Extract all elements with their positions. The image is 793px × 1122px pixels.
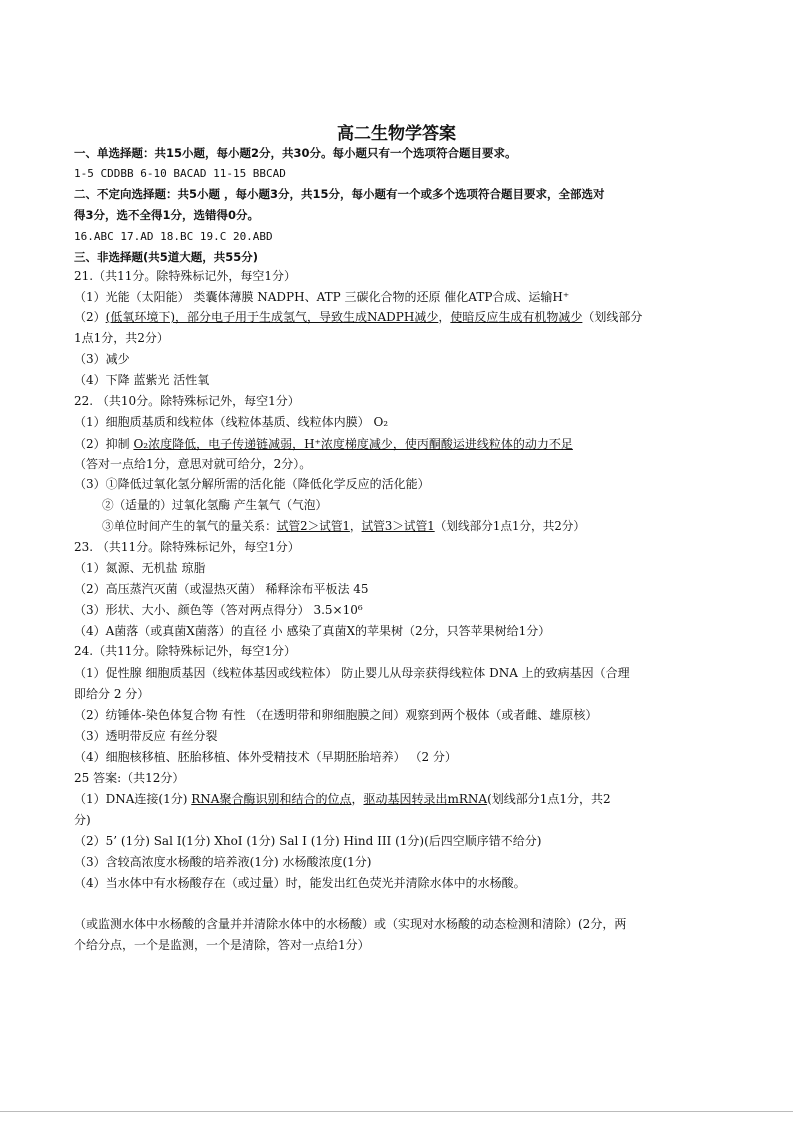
q22-part3-3	[102, 518, 733, 534]
section1-answers: 1-5 CDDBB 6-10 BACAD 11-15 BBCAD	[74, 167, 286, 180]
q22-part2	[74, 436, 724, 452]
q22-part3-3-sep: ，	[349, 519, 362, 533]
section3-heading: 三、非选择题(共5道大题，共55分)	[74, 250, 259, 264]
q21-part3: （3）减少	[74, 352, 130, 366]
section1-heading: 一、单选择题：共15小题，每小题2分，共30分。每小题只有一个选项符合题目要求。	[74, 146, 517, 160]
q21-part2-cont: 1点1分，共2分）	[74, 331, 169, 345]
q25-header: 25 答案:（共12分）	[74, 771, 185, 785]
q23-part2: （2）高压蒸汽灭菌（或湿热灭菌） 稀释涂布平板法 45	[74, 582, 369, 596]
q21-part2-sep: ，	[438, 310, 451, 324]
q21-part2-underlined-2: 使暗反应生成有机物减少	[450, 310, 583, 324]
q22-part2-prefix: （2）抑制	[74, 437, 134, 451]
q24-part1-cont: 即给分 2 分）	[74, 687, 150, 701]
q25-part1-prefix: （1）DNA连接(1分)	[74, 792, 192, 806]
q21-part2-note: （划线部分	[582, 310, 643, 324]
q24-header: 24.（共11分。除特殊标记外，每空1分）	[74, 644, 296, 658]
q25-part1-underlined-2: 驱动基因转录出mRNA	[363, 792, 488, 806]
q25-part3: （3）含较高浓度水杨酸的培养液(1分) 水杨酸浓度(1分)	[74, 855, 372, 869]
q21-part1: （1）光能（太阳能） 类囊体薄膜 NADPH、ATP 三碳化合物的还原 催化ATP合成、运输H⁺	[74, 290, 570, 304]
q21-part2	[74, 309, 724, 325]
q22-header: 22. （共10分。除特殊标记外，每空1分）	[74, 394, 300, 408]
q25-part2: （2）5’ (1分) Sal I(1分) XhoI (1分) Sal I (1分) Hind III (1分)(后四空顺序错不给分)	[74, 834, 542, 848]
q24-part1: （1）促性腺 细胞质基因（线粒体基因或线粒体） 防止婴儿从母亲获得线粒体 DNA 上的致病基因（合理	[74, 666, 630, 680]
q22-part3-3-prefix: ③单位时间产生的氧气的量关系：	[102, 519, 277, 533]
page-title: 高二生物学答案	[337, 124, 456, 144]
q25-part1-sep: ，	[351, 792, 364, 806]
section2-heading-line1: 二、不定向选择题：共5小题 ，每小题3分，共15分，每小题有一个或多个选项符合题目要求，全部选对	[74, 187, 605, 201]
q24-part4: （4）细胞核移植、胚胎移植、体外受精技术（早期胚胎培养） （2 分）	[74, 750, 457, 764]
q25-part1	[74, 791, 724, 807]
q24-part3: （3）透明带反应 有丝分裂	[74, 729, 218, 743]
q22-part3-1: （3）①降低过氧化氢分解所需的活化能（降低化学反应的活化能）	[74, 477, 430, 491]
q22-part2-cont: （答对一点给1分，意思对就可给分，2分）。	[74, 457, 312, 471]
q25-part1-note: (划线部分1点1分，共2	[487, 792, 611, 806]
q24-part2: （2）纺锤体-染色体复合物 有性 （在透明带和卵细胞膜之间）观察到两个极体（或者雌、雄原核）	[74, 708, 598, 722]
q22-part3-2: ②（适量的）过氧化氢酶 产生氧气（气泡）	[102, 498, 328, 512]
q21-part2-prefix: （2）	[74, 310, 106, 324]
q23-header: 23. （共11分。除特殊标记外，每空1分）	[74, 540, 300, 554]
q25-part1-cont: 分)	[74, 813, 91, 827]
q22-part2-underlined: O₂浓度降低，电子传递链减弱，H⁺浓度梯度减少，使丙酮酸运进线粒体的动力不足	[133, 437, 573, 451]
q25-part5-cont: 个给分点，一个是监测，一个是清除，答对一点给1分）	[74, 938, 370, 952]
section2-heading-line2: 得3分，选不全得1分，选错得0分。	[74, 208, 260, 222]
q22-part3-3-note: （划线部分1点1分，共2分）	[434, 519, 586, 533]
q25-part1-underlined-1: RNA聚合酶识别和结合的位点	[191, 792, 352, 806]
page-bottom-divider	[0, 1111, 793, 1112]
q23-part1: （1）氮源、无机盐 琼脂	[74, 561, 206, 575]
q21-part2-underlined-1: (低氧环境下)，部分电子用于生成氢气，导致生成NADPH减少	[105, 310, 439, 324]
q25-part5: （或监测水体中水杨酸的含量并并清除水体中的水杨酸）或（实现对水杨酸的动态检测和清除）(2分，两	[74, 917, 627, 931]
q22-part3-3-underlined-2: 试管3＞试管1	[361, 519, 435, 533]
q21-header: 21.（共11分。除特殊标记外，每空1分）	[74, 269, 296, 283]
q22-part1: （1）细胞质基质和线粒体（线粒体基质、线粒体内膜） O₂	[74, 415, 389, 429]
q23-part4: （4）A菌落（或真菌X菌落）的直径 小 感染了真菌X的苹果树（2分，只答苹果树给1分）	[74, 624, 551, 638]
q21-part4: （4）下降 蓝紫光 活性氧	[74, 373, 210, 387]
q22-part3-3-underlined-1: 试管2＞试管1	[276, 519, 350, 533]
q23-part3: （3）形状、大小、颜色等（答对两点得分） 3.5×10⁶	[74, 603, 363, 617]
q25-part4: （4）当水体中有水杨酸存在（或过量）时，能发出红色荧光并清除水体中的水杨酸。	[74, 876, 526, 890]
section2-answers: 16.ABC 17.AD 18.BC 19.C 20.ABD	[74, 230, 273, 243]
